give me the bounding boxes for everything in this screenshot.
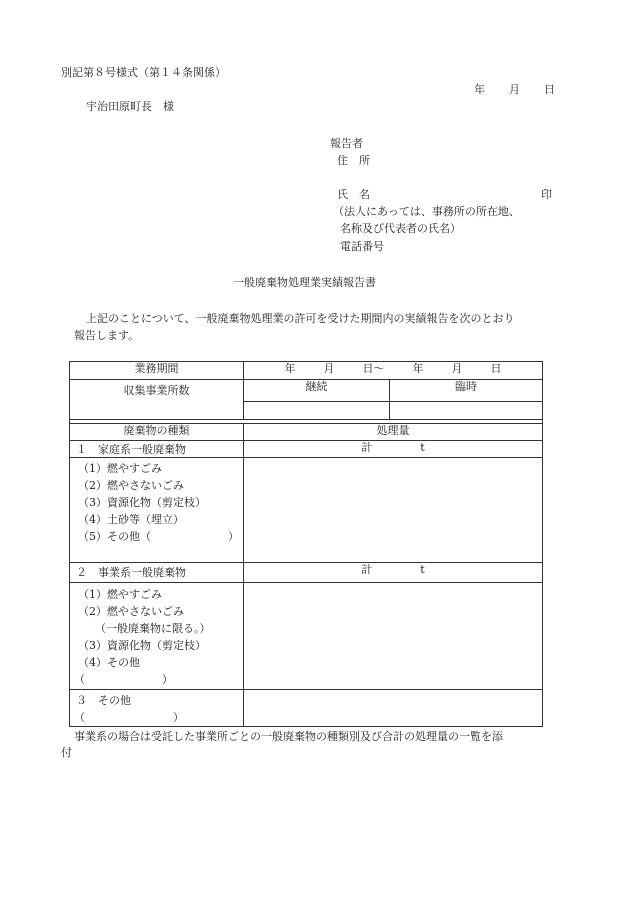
date-year-label: 年	[474, 83, 485, 96]
date-month-label: 月	[509, 83, 520, 96]
offices-label: 収集事業所数	[70, 380, 244, 420]
name-label: 氏 名	[337, 188, 370, 201]
business-amount-area	[244, 583, 543, 690]
other-label: ３ その他	[76, 694, 131, 707]
period-label: 業務期間	[70, 362, 244, 380]
continuing-value	[244, 402, 390, 420]
date-line	[474, 83, 555, 97]
business-items	[70, 583, 244, 690]
other-cell	[70, 690, 244, 727]
business-item-2-note: （一般廃棄物に限る。）	[95, 622, 211, 635]
household-item-3: （3）資源化物（剪定枝）	[78, 496, 206, 509]
corporate-note-line2: 名称及び代表者の氏名）	[340, 222, 461, 235]
form-id: 別記第８号様式（第１４条関係）	[61, 66, 226, 79]
household-item-4: （4）土砂等（埋立）	[78, 513, 184, 526]
period-value: 年 月 日〜 年 月 日	[244, 362, 543, 380]
business-total: 計 t	[244, 563, 543, 583]
document-title: 一般廃棄物処理業実績報告書	[233, 276, 376, 289]
temporary-label: 臨時	[390, 380, 543, 402]
intro-line2: 報告します。	[74, 329, 140, 342]
household-item-1: （1）燃やすごみ	[78, 462, 162, 475]
phone-label: 電話番号	[340, 240, 384, 253]
business-item-4-detail: （ ）	[74, 673, 173, 686]
business-item-1: （1）燃やすごみ	[78, 588, 162, 601]
business-item-2: （2）燃やさないごみ	[78, 605, 184, 618]
address-label: 住 所	[337, 154, 370, 167]
intro-line1: 上記のことについて、一般廃棄物処理業の許可を受けた期間内の実績報告を次のとおり	[86, 312, 515, 325]
corporate-note-line1: （法人にあっては、事務所の所在地、	[333, 205, 520, 218]
continuing-label: 継続	[244, 380, 390, 402]
report-table	[69, 361, 543, 727]
household-item-2: （2）燃やさないごみ	[78, 479, 184, 492]
date-day-label: 日	[544, 83, 555, 96]
footnote-line2: 付	[61, 746, 72, 759]
business-item-3: （3）資源化物（剪定枝）	[78, 639, 206, 652]
household-items	[70, 458, 244, 563]
household-total: 計 t	[244, 441, 543, 458]
amount-header: 処理量	[244, 424, 543, 441]
other-amount-area	[244, 690, 543, 727]
addressee: 宇治田原町長 様	[86, 100, 174, 113]
household-amount-area	[244, 458, 543, 563]
seal-mark: 印	[541, 188, 552, 201]
household-label: １ 家庭系一般廃棄物	[70, 441, 244, 458]
footnote-line1: 事業系の場合は受託した事業所ごとの一般廃棄物の種類別及び合計の処理量の一覧を添	[74, 730, 503, 743]
temporary-value	[390, 402, 543, 420]
business-label: ２ 事業系一般廃棄物	[70, 563, 244, 583]
business-item-4: （4）その他	[78, 656, 140, 669]
other-detail: （ ）	[74, 711, 184, 724]
waste-type-header: 廃棄物の種類	[70, 424, 244, 441]
reporter-title: 報告者	[330, 137, 363, 150]
household-item-5: （5）その他（ ）	[78, 530, 239, 543]
